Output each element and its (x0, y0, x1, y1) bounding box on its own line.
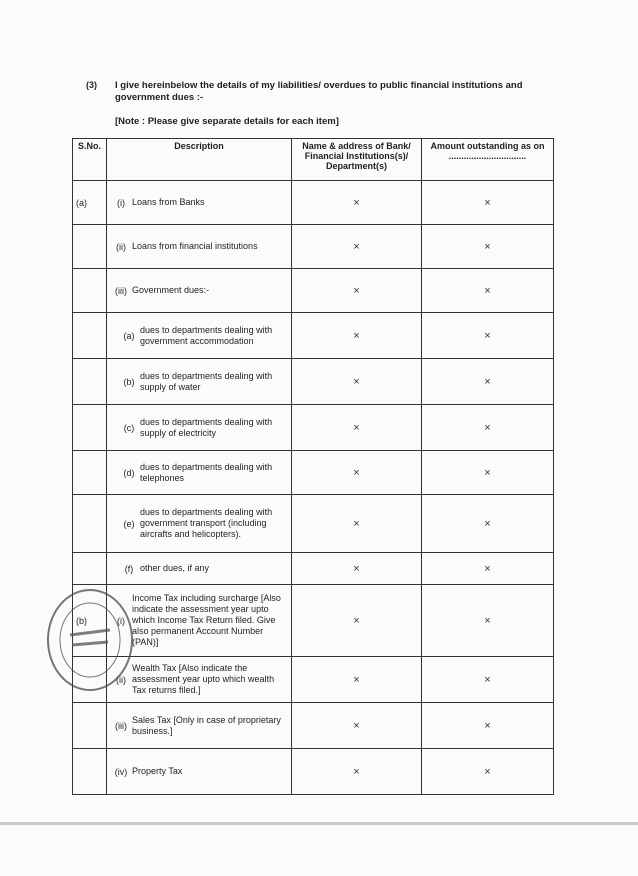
header-amount: Amount outstanding as on ............................... (422, 139, 554, 181)
table-row (73, 749, 554, 795)
item-description: dues to departments dealing with telephones (140, 461, 273, 483)
cell-description (107, 451, 292, 495)
table-row (73, 495, 554, 553)
table-row (73, 703, 554, 749)
table-row (73, 553, 554, 585)
item-description: dues to departments dealing with government accommodation (140, 324, 273, 346)
cell-amount: × (422, 313, 554, 359)
cell-description (107, 313, 292, 359)
item-number: (3) (86, 80, 97, 90)
cell-sno (73, 703, 107, 749)
cell-amount: × (422, 225, 554, 269)
item-number-label: (iv) (114, 766, 128, 777)
cell-bank: × (292, 451, 422, 495)
cell-amount: × (422, 585, 554, 657)
cell-description (107, 269, 292, 313)
cell-amount: × (422, 359, 554, 405)
item-number-label: (iii) (115, 720, 127, 731)
table-header-row (73, 139, 554, 181)
cell-amount: × (422, 405, 554, 451)
item-description: Wealth Tax [Also indicate the assessment year upto which wealth Tax returns filed.] (132, 663, 275, 695)
sub-item-label: (a) (123, 330, 135, 341)
item-description: other dues, if any (140, 563, 210, 573)
sub-item-label: (e) (123, 518, 135, 529)
cell-amount: × (422, 269, 554, 313)
description-wrap (110, 285, 288, 296)
sub-item-label: (c) (123, 422, 135, 433)
header-bank: Name & address of Bank/ Financial Institutions(s)/ Department(s) (292, 139, 422, 181)
cell-bank: × (292, 585, 422, 657)
cell-amount: × (422, 451, 554, 495)
cell-bank: × (292, 657, 422, 703)
item-description: Loans from financial institutions (132, 241, 258, 251)
item-description: Property Tax (132, 766, 183, 776)
cell-sno (73, 225, 107, 269)
cell-sno (73, 359, 107, 405)
table-row (73, 359, 554, 405)
note-text: [Note : Please give separate details for each item] (115, 116, 339, 127)
item-description: Loans from Banks (132, 197, 205, 207)
table-row (73, 657, 554, 703)
cell-amount: × (422, 749, 554, 795)
table-row (73, 313, 554, 359)
cell-sno (73, 749, 107, 795)
cell-sno: (a) (73, 181, 107, 225)
cell-description (107, 405, 292, 451)
cell-amount: × (422, 495, 554, 553)
header-description: Description (107, 139, 292, 181)
table-row (73, 585, 554, 657)
item-description: Sales Tax [Only in case of proprietary business.] (132, 714, 281, 736)
cell-description (107, 225, 292, 269)
item-number-label: (ii) (116, 241, 126, 252)
table-row (73, 451, 554, 495)
item-description: Income Tax including surcharge [Also indicate the assessment year upto which Income Tax Return filed. Give also permanent Account Number (PAN)] (132, 593, 281, 647)
cell-bank: × (292, 181, 422, 225)
cell-sno: (b) (73, 585, 107, 657)
table-row (73, 225, 554, 269)
item-description: dues to departments dealing with government transport (including aircrafts and helicopters). (140, 507, 273, 539)
cell-description (107, 749, 292, 795)
description-wrap (110, 325, 288, 347)
liabilities-table (72, 138, 554, 795)
item-description: dues to departments dealing with supply of water (140, 370, 273, 392)
item-number-label: (i) (117, 615, 125, 626)
item-number-label: (iii) (115, 285, 127, 296)
description-wrap (110, 715, 288, 737)
cell-bank: × (292, 269, 422, 313)
cell-bank: × (292, 495, 422, 553)
cell-description (107, 359, 292, 405)
cell-amount: × (422, 657, 554, 703)
cell-amount: × (422, 703, 554, 749)
sub-item-label: (b) (123, 376, 135, 387)
table-row (73, 181, 554, 225)
description-wrap (110, 241, 288, 252)
item-number-label: (ii) (116, 674, 126, 685)
item-number-label: (i) (117, 197, 125, 208)
cell-description (107, 703, 292, 749)
page-edge-mark (0, 822, 638, 825)
cell-bank: × (292, 405, 422, 451)
sub-item-label: (d) (123, 467, 135, 478)
notary-stamp-icon (40, 580, 140, 700)
description-wrap (110, 766, 288, 777)
description-wrap (110, 197, 288, 208)
table-row (73, 405, 554, 451)
description-wrap (110, 507, 288, 540)
cell-amount: × (422, 181, 554, 225)
item-description: Government dues:- (132, 285, 210, 295)
cell-bank: × (292, 359, 422, 405)
table-row (73, 269, 554, 313)
cell-bank: × (292, 553, 422, 585)
description-wrap (110, 371, 288, 393)
cell-sno (73, 269, 107, 313)
intro-text: I give hereinbelow the details of my liabilities/ overdues to public financial institutions and government dues :- (115, 80, 523, 103)
cell-bank: × (292, 313, 422, 359)
cell-amount: × (422, 553, 554, 585)
header-sno: S.No. (73, 139, 107, 181)
cell-bank: × (292, 749, 422, 795)
cell-sno (73, 405, 107, 451)
item-description: dues to departments dealing with supply of electricity (140, 416, 273, 438)
cell-description (107, 495, 292, 553)
description-wrap (110, 462, 288, 484)
cell-bank: × (292, 225, 422, 269)
description-wrap (110, 563, 288, 574)
cell-sno (73, 313, 107, 359)
sub-item-label: (f) (124, 563, 134, 574)
description-wrap (110, 417, 288, 439)
cell-sno (73, 451, 107, 495)
cell-sno (73, 495, 107, 553)
cell-description (107, 181, 292, 225)
cell-bank: × (292, 703, 422, 749)
